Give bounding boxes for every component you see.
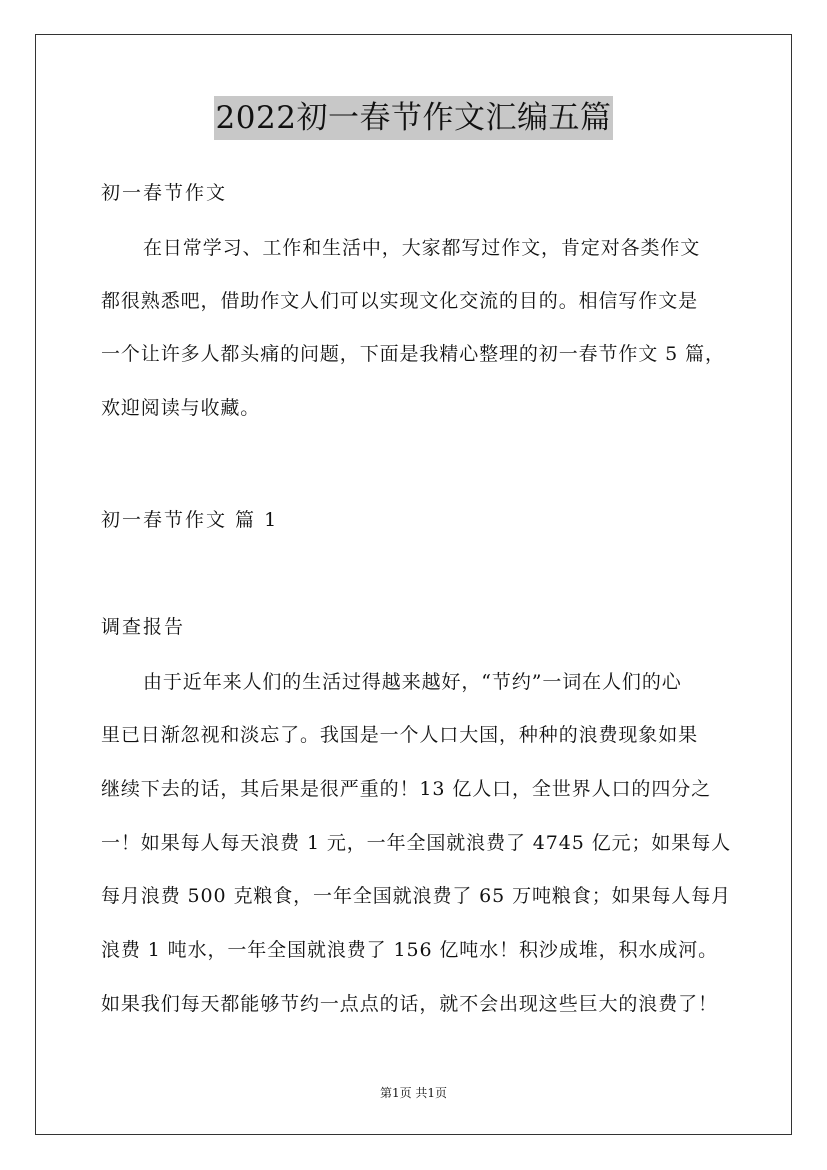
document-title: 2022初一春节作文汇编五篇 [214, 96, 614, 140]
intro-paragraph-line: 在日常学习、工作和生活中，大家都写过作文，肯定对各类作文 [143, 237, 701, 259]
intro-paragraph-line: 一个让许多人都头痛的问题，下面是我精心整理的初一春节作文 5 篇， [101, 343, 725, 365]
section-paragraph-line: 继续下去的话，其后果是很严重的！13 亿人口，全世界人口的四分之 [101, 778, 712, 800]
page-footer: 第1页 共1页 [379, 1086, 448, 1100]
section-paragraph-line: 一！如果每人每天浪费 1 元，一年全国就浪费了 4745 亿元；如果每人 [101, 832, 732, 854]
section-paragraph-line: 如果我们每天都能够节约一点点的话，就不会出现这些巨大的浪费了！ [101, 993, 718, 1015]
intro-paragraph-line: 都很熟悉吧，借助作文人们可以实现文化交流的目的。相信写作文是 [101, 290, 699, 312]
section-paragraph-line: 每月浪费 500 克粮食，一年全国就浪费了 65 万吨粮食；如果每人每月 [101, 885, 732, 907]
intro-heading: 初一春节作文 [101, 182, 228, 204]
title-wrap [0, 96, 827, 140]
section-heading: 初一春节作文 篇 1 [101, 509, 279, 531]
section-subtitle: 调查报告 [101, 616, 186, 638]
intro-paragraph-line: 欢迎阅读与收藏。 [101, 397, 261, 419]
section-paragraph-line: 浪费 1 吨水，一年全国就浪费了 156 亿吨水！积沙成堆，积水成河。 [101, 939, 719, 961]
section-paragraph-line: 里已日渐忽视和淡忘了。我国是一个人口大国，种种的浪费现象如果 [101, 724, 699, 746]
section-paragraph-line: 由于近年来人们的生活过得越来越好，“节约”一词在人们的心 [143, 671, 682, 693]
